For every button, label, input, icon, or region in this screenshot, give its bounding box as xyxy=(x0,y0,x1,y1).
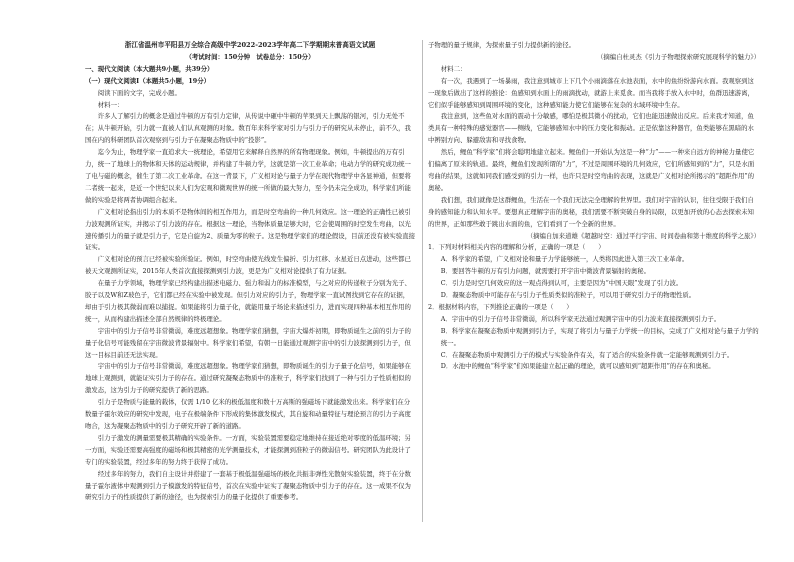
material-1-paragraph: 许多人了解引力的概念是通过牛顿的万有引力定律，从传说中砸中牛顿的苹果到天上飘荡的银河，引力无处不在；从牛顿开始，引力就一直被人们认真观测的对象。数百年来科学家对引力与引力子的研究从未停止，前不久，我国在内的科研团队首次观察到与引力子在凝聚态物质中的“投影”。 xyxy=(85,112,411,145)
material-1-paragraph: 迄今为止，物理学家一直追求大一统理论，希望用它来解释自然界的所有物理现象。例如，牛顿提出的万有引力，统一了地球上的物体和天体的运动规律，并构建了牛顿力学，这就是第一次工业革命；电动力学的研究成功统一了电与磁的概念，催生了第二次工业革命。在这一背景下，广义相对论与量子力学在现代物理学中各显神通，但要将二者统一起来，是近一个世纪以来人们为宏观和微观世界的统一所做的最大努力，至今仍未完全成功，科学家们所能做的实验是将两者协调组合起来。 xyxy=(85,148,411,204)
question-1-option-a: A．科学家的希望，广义相对论和量子力学能够统一，人类将因此进入第三次工业革命。 xyxy=(440,255,689,264)
material-1-paragraph: 在量子力学领域，物理学家已经构建出描述电磁力、强力和弱力的标准模型，与之对应的传递粒子分别为光子、胶子以及W和Z玻色子，它们都已经在实验中被发现。但引力对应的引力子，物理学家一直试图找到它存在的证据，却由于引力极其微弱而难以捕捉。如果能将引力量子化，就能用量子场论来描述引力，进而实现四种基本相互作用的统一，从而构建出描述全部自然规律的终极理论。 xyxy=(85,279,411,323)
material-1-paragraph: 引力子激发的测量需要极其精确的实验条件。一方面，实验装置需要稳定地维持在接近绝对零度的低温环境；另一方面，实验还需要高强度的磁场和极其精密的光学测量技术，才能探测到准粒子的微弱信号。研究团队为此设计了专门的实验装置，经过多年的努力终于获得了成功。 xyxy=(85,433,411,466)
material-2-paragraph: 然后，鲤鱼“科学家”们将会聪明地建立起来。鲤鱼们一开始认为这是一种“力”——一种来自远方的神秘力量使它们偏离了原来的轨道。最终，鲤鱼们发现所谓的“力”，不过是周围环境的几何效应，它们所感知到的“力”，只是水面弯曲的结果，这就如同我们感受到的引力一样，也许只是时空弯曲的表现，这就是广义相对论所揭示的“超距作用”的奥秘。 xyxy=(428,148,755,192)
material-1-paragraph: 宇宙中的引力子信号非常微弱，难度远超想象。物理学家们猜想，宇宙大爆炸初期，即物质诞生之前的引力子的量子化信号可能残留在宇宙微波背景辐射中。科学家们希望，有朝一日能通过观测宇宙中的引力波探测到引力子，但这一目标目前还无法实现。 xyxy=(85,326,411,359)
column-divider xyxy=(422,40,423,522)
question-2-option-b: B．科学家在凝聚态物质中观测到引力子，实现了将引力与量子力学统一的目标，完成了广义相对论与量子力学的统一。 xyxy=(440,326,759,347)
question-1-option-c: C．引力是时空几何效应的这一观点得到认可，主要是因为“中国天眼”发现了引力波。 xyxy=(440,279,683,288)
material-1-paragraph: 宇宙中的引力子信号非常微弱，难度远超想象。物理学家们猜想，即物质诞生的引力子量子化信号，如果能够在地球上观测到，就能证实引力子的存在。通过研究凝聚态物质中的准粒子，科学家们找到了一种与引力子性质相似的激发态，这为引力子的研究提供了新的思路。 xyxy=(85,362,411,395)
question-2-stem: 2．根据材料内容，下列推论正确的一项是（ ） xyxy=(428,302,573,311)
question-2-option-c: C．在凝聚态物质中观测引力子的模式与实验条件有关，有了适合的实验条件就一定能够观测到引力子。 xyxy=(440,350,734,359)
question-2-option-a: A．宇宙中的引力子信号非常微弱，所以科学家无法通过观测宇宙中的引力波来直接探测到引力子。 xyxy=(440,314,721,323)
question-2-option-d: D．水池中的鲤鱼“科学家”们如果能建立起正确的理论，就可以感知到“超距作用”的存在和奥秘。 xyxy=(440,362,715,371)
section-heading: 一、现代文阅读（本大题共9小题，共39分） xyxy=(85,64,214,73)
material-1-ending: 子物理的量子规律，为探索量子引力提供新的途径。 xyxy=(428,41,575,49)
exam-title: 浙江省温州市平阳县万全综合高级中学2022-2023学年高二下学期期末普高语文试题 xyxy=(124,41,376,49)
part-heading: （一）现代文阅读Ⅰ（本题共5小题，19分） xyxy=(85,76,210,85)
question-1-stem: 1．下列对材料相关内容的理解和分析，正确的一项是（ ） xyxy=(428,243,605,252)
material-2-source: （摘编自加来道雄《超越时空：通过平行宇宙、时间卷曲和第十维度的科学之旅》） xyxy=(526,231,760,240)
question-1-option-d: D．凝聚态物质中可能存在与引力子性质类似的准粒子，可以用于研究引力子的物理性质。 xyxy=(440,291,696,300)
material-1-paragraph: 广义相对论的预言已经被实验所验证。例如，时空弯曲使光线发生偏折、引力红移、水星近日点进动，这些都已被天文观测所证实，2015年人类首次直接探测到引力波，更是为广义相对论提供了有力证据。 xyxy=(85,255,411,276)
material-2-paragraph: 我们想，我们就像是这群鲤鱼，生活在一个我们无法完全理解的世界里。我们对宇宙的认识，往往受限于我们自身的感知能力和认知水平。要想真正理解宇宙的奥秘，我们需要不断突破自身的局限，以更加开放的心态去探索未知的世界，正如那些敢于跳出水面的鱼，它们看到了一个全新的世界。 xyxy=(428,195,754,228)
material-2-paragraph: 有一次，我遇到了一场暴雨，我注意到城市上下几个小雨滴落在水池表面，水中的鱼纷纷游向水面。我观察到这一现象后做出了这样的推论：鱼感知到水面上的雨滴扰动，就游上来觅食。而当我将手放入水中时，鱼群迅速游离，它们似乎能够感知到周围环境的变化，这种感知能力使它们能够在复杂的水域环境中生存。 xyxy=(428,76,754,109)
question-1-option-b: B．要回答牛顿的万有引力问题，就需要打开宇宙中微波背景辐射的奥秘。 xyxy=(440,267,650,276)
material-2-paragraph: 我注意到，这些鱼对水面的震动十分敏感，哪怕是极其微小的扰动，它们也能迅速做出反应。后来我才知道，鱼类具有一种特殊的感觉器官——侧线，它能够感知水中的压力变化和振动。正是依靠这种器官，鱼类能够在黑暗的水中辨别方向、躲避敌害和寻找食物。 xyxy=(428,112,754,145)
exam-subtitle: （考试时间：150分钟 试卷总分：150分） xyxy=(185,52,315,61)
material-1-label: 材料一： xyxy=(97,100,124,109)
left-column xyxy=(85,40,415,504)
material-2-label: 材料二： xyxy=(440,64,467,73)
reading-instruction: 阅读下面的文字，完成小题。 xyxy=(97,88,181,97)
right-column xyxy=(428,40,760,373)
material-1-paragraph: 经过多年的努力，我们自主设计并搭建了一套基于极低温强磁场的极化共振非弹性光散射实验装置，终于在分数量子霍尔液体中观测到引力子模激发的特征信号，首次在实验中证实了凝聚态物质中引力子的存在。这一成果不仅为研究引力子的性质提供了新的途径，也为探索引力的量子化提供了重要参考。 xyxy=(85,469,411,502)
material-1-source: （摘编自杜灵杰《引力子物理探索研究展现科学的魅力》） xyxy=(597,52,760,61)
material-1-paragraph: 广义相对论指出引力的本质不是物体间的相互作用力，而是时空弯曲的一种几何效应。这一理论的正确性已被引力波观测所证实，并揭示了引力波的存在。根据这一理论，当物体质量足够大时，它会使周围的时空发生弯曲，以光速传播引力的量子就是引力子，它是自旋为2、质量为零的粒子。这是物理学家们的理论假设，目前还没有被实验直接证实。 xyxy=(85,207,415,252)
material-1-paragraph: 引力子是物质与能量的载体，仅需 1/10 亿米的极低温度和数十万高斯的强磁场下就能激发出来。科学家们在分数量子霍尔效应的研究中发现，电子在极端条件下形成的集体激发模式，其自旋和动量特征与理论预言的引力子高度吻合，这为凝聚态物质中的引力子研究开辟了新的道路。 xyxy=(85,398,411,430)
